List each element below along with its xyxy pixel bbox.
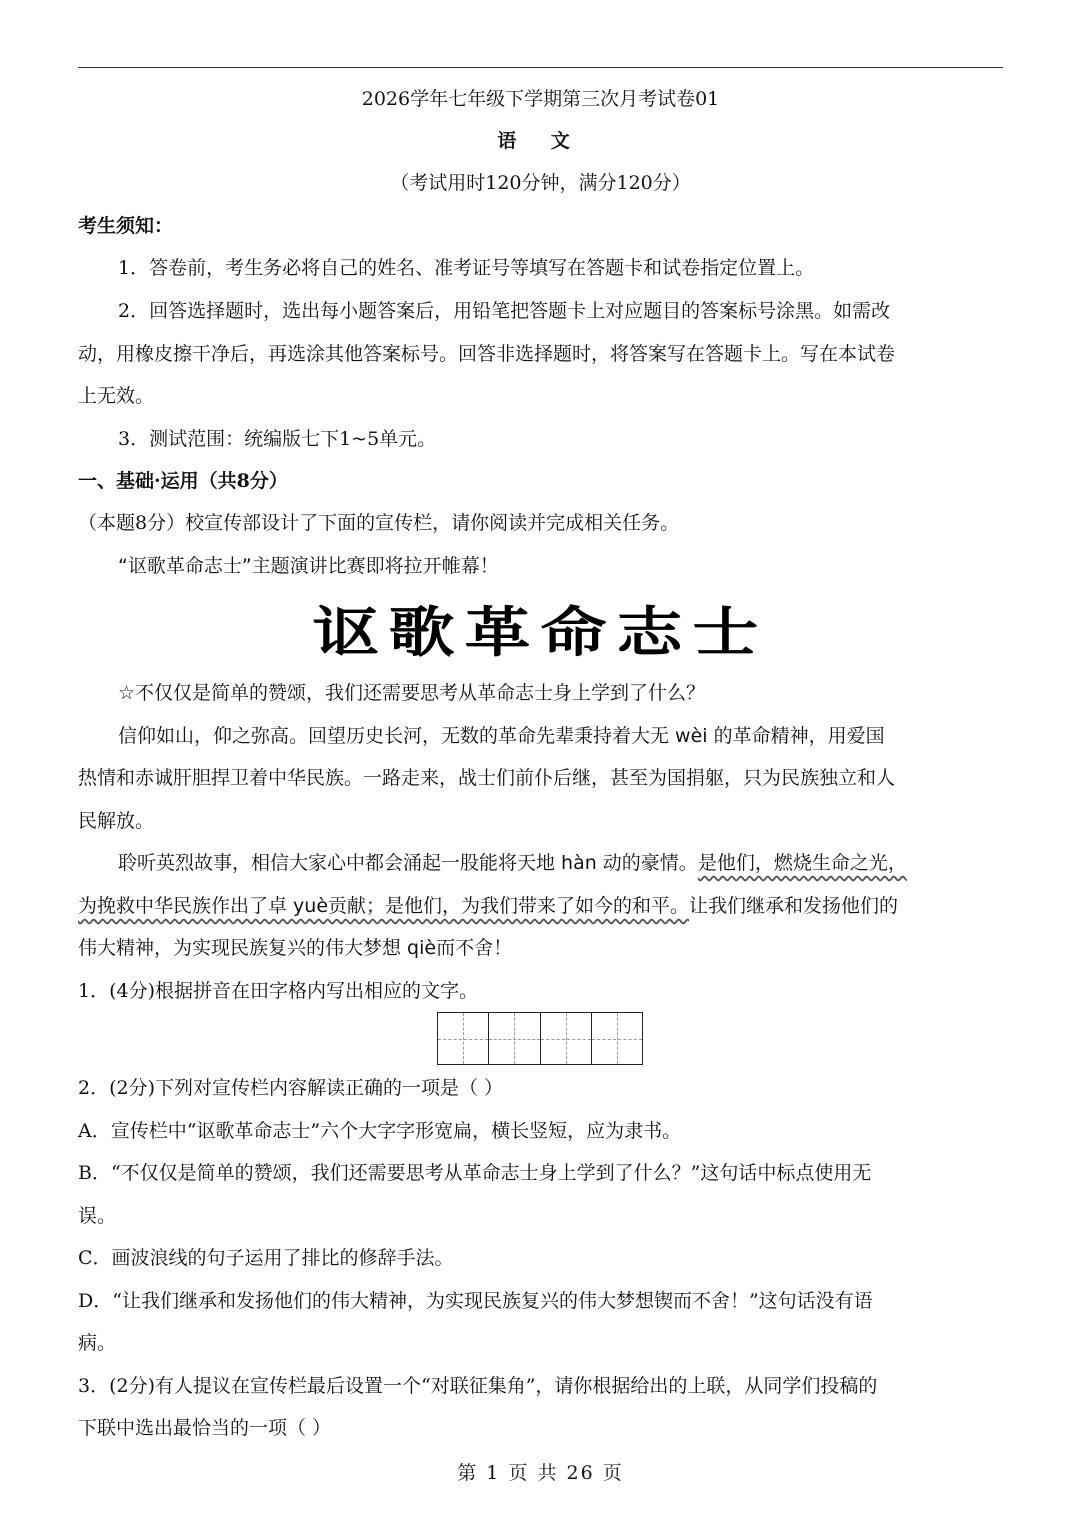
plain-text: 让我们继承和发扬他们的	[689, 895, 899, 917]
notice-line: 1．答卷前，考生务必将自己的姓名、准考证号等填写在答题卡和试卷指定位置上。	[118, 257, 815, 279]
option-d-cont: 病。	[78, 1332, 117, 1354]
option-c: C．画波浪线的句子运用了排比的修辞手法。	[78, 1247, 454, 1269]
option-d: D．“让我们继承和发扬他们的伟大精神，为实现民族复兴的伟大梦想锲而不舍！”这句话没有语	[78, 1290, 873, 1312]
answer-cell[interactable]	[489, 1013, 540, 1064]
notice-line: 2．回答选择题时，选出每小题答案后，用铅笔把答题卡上对应题目的答案标号涂黑。如需改	[118, 300, 891, 322]
exam-title: 2026学年七年级下学期第三次月考试卷01	[361, 88, 720, 110]
poster-paragraph-line: 伟大精神，为实现民族复兴的伟大梦想 qiè而不舍！	[78, 937, 513, 959]
poster-line: 信仰如山，仰之弥高。回望历史长河，无数的革命先辈秉持着大无 wèi 的革命精神，用爱国	[118, 725, 885, 747]
notice-heading: 考生须知：	[78, 215, 174, 237]
question-2: 2．(2分)下列对宣传栏内容解读正确的一项是（ ）	[78, 1077, 504, 1099]
plain-text: 聆听英烈故事，相信大家心中都会涌起一股能将天地 hàn 动的豪情。	[118, 852, 698, 874]
section-heading: 一、基础·运用（共8分）	[78, 470, 288, 492]
wavy-underlined-text: 是他们，燃烧生命之光，	[697, 852, 907, 874]
option-a: A．宣传栏中“讴歌革命志士”六个大字字形宽扁，横长竖短，应为隶书。	[78, 1120, 682, 1142]
poster-line: 热情和赤诚肝胆捍卫着中华民族。一路走来，战士们前仆后继，甚至为国捐躯，只为民族独立和人	[78, 767, 896, 789]
answer-cell[interactable]	[541, 1013, 592, 1064]
question-3: 3．(2分)有人提议在宣传栏最后设置一个“对联征集角”，请你根据给出的上联，从同学们投稿的	[78, 1375, 878, 1397]
notice-line: 上无效。	[78, 385, 155, 407]
option-b-cont: 误。	[78, 1205, 117, 1227]
poster-paragraph-line	[78, 885, 1003, 928]
poster-title: 讴歌革命志士	[312, 600, 769, 664]
notice-line: 3．测试范围：统编版七下1~5单元。	[118, 428, 437, 450]
time-note: （考试用时120分钟，满分120分）	[390, 172, 691, 194]
poster-paragraph-line	[78, 842, 1003, 885]
answer-cell[interactable]	[438, 1013, 489, 1064]
question-3-cont: 下联中选出最恰当的一项（ ）	[78, 1417, 332, 1439]
notice-line: 动，用橡皮擦干净后，再选涂其他答案标号。回答非选择题时，将答案写在答题卡上。写在本试卷	[78, 343, 896, 365]
header-rule	[78, 67, 1003, 68]
poster-line: ☆不仅仅是简单的赞颂，我们还需要思考从革命志士身上学到了什么？	[118, 682, 706, 704]
poster-subtitle: “讴歌革命志士”主题演讲比赛即将拉开帷幕！	[118, 555, 499, 577]
wavy-underlined-text: 为挽救中华民族作出了卓 yuè贡献；是他们，为我们带来了如今的和平。	[78, 895, 690, 917]
subject-title: 语 文	[497, 130, 584, 152]
section-intro: （本题8分）校宣传部设计了下面的宣传栏，请你阅读并完成相关任务。	[78, 512, 680, 534]
poster-line: 民解放。	[78, 810, 155, 832]
page-footer: 第 1 页 共 26 页	[457, 1462, 624, 1484]
tian-zi-ge-grid[interactable]	[437, 1012, 643, 1065]
answer-cell[interactable]	[592, 1013, 642, 1064]
option-b: B．“不仅仅是简单的赞颂，我们还需要思考从革命志士身上学到了什么？”这句话中标点使用无	[78, 1162, 872, 1184]
question-1: 1．(4分)根据拼音在田字格内写出相应的文字。	[78, 980, 479, 1002]
